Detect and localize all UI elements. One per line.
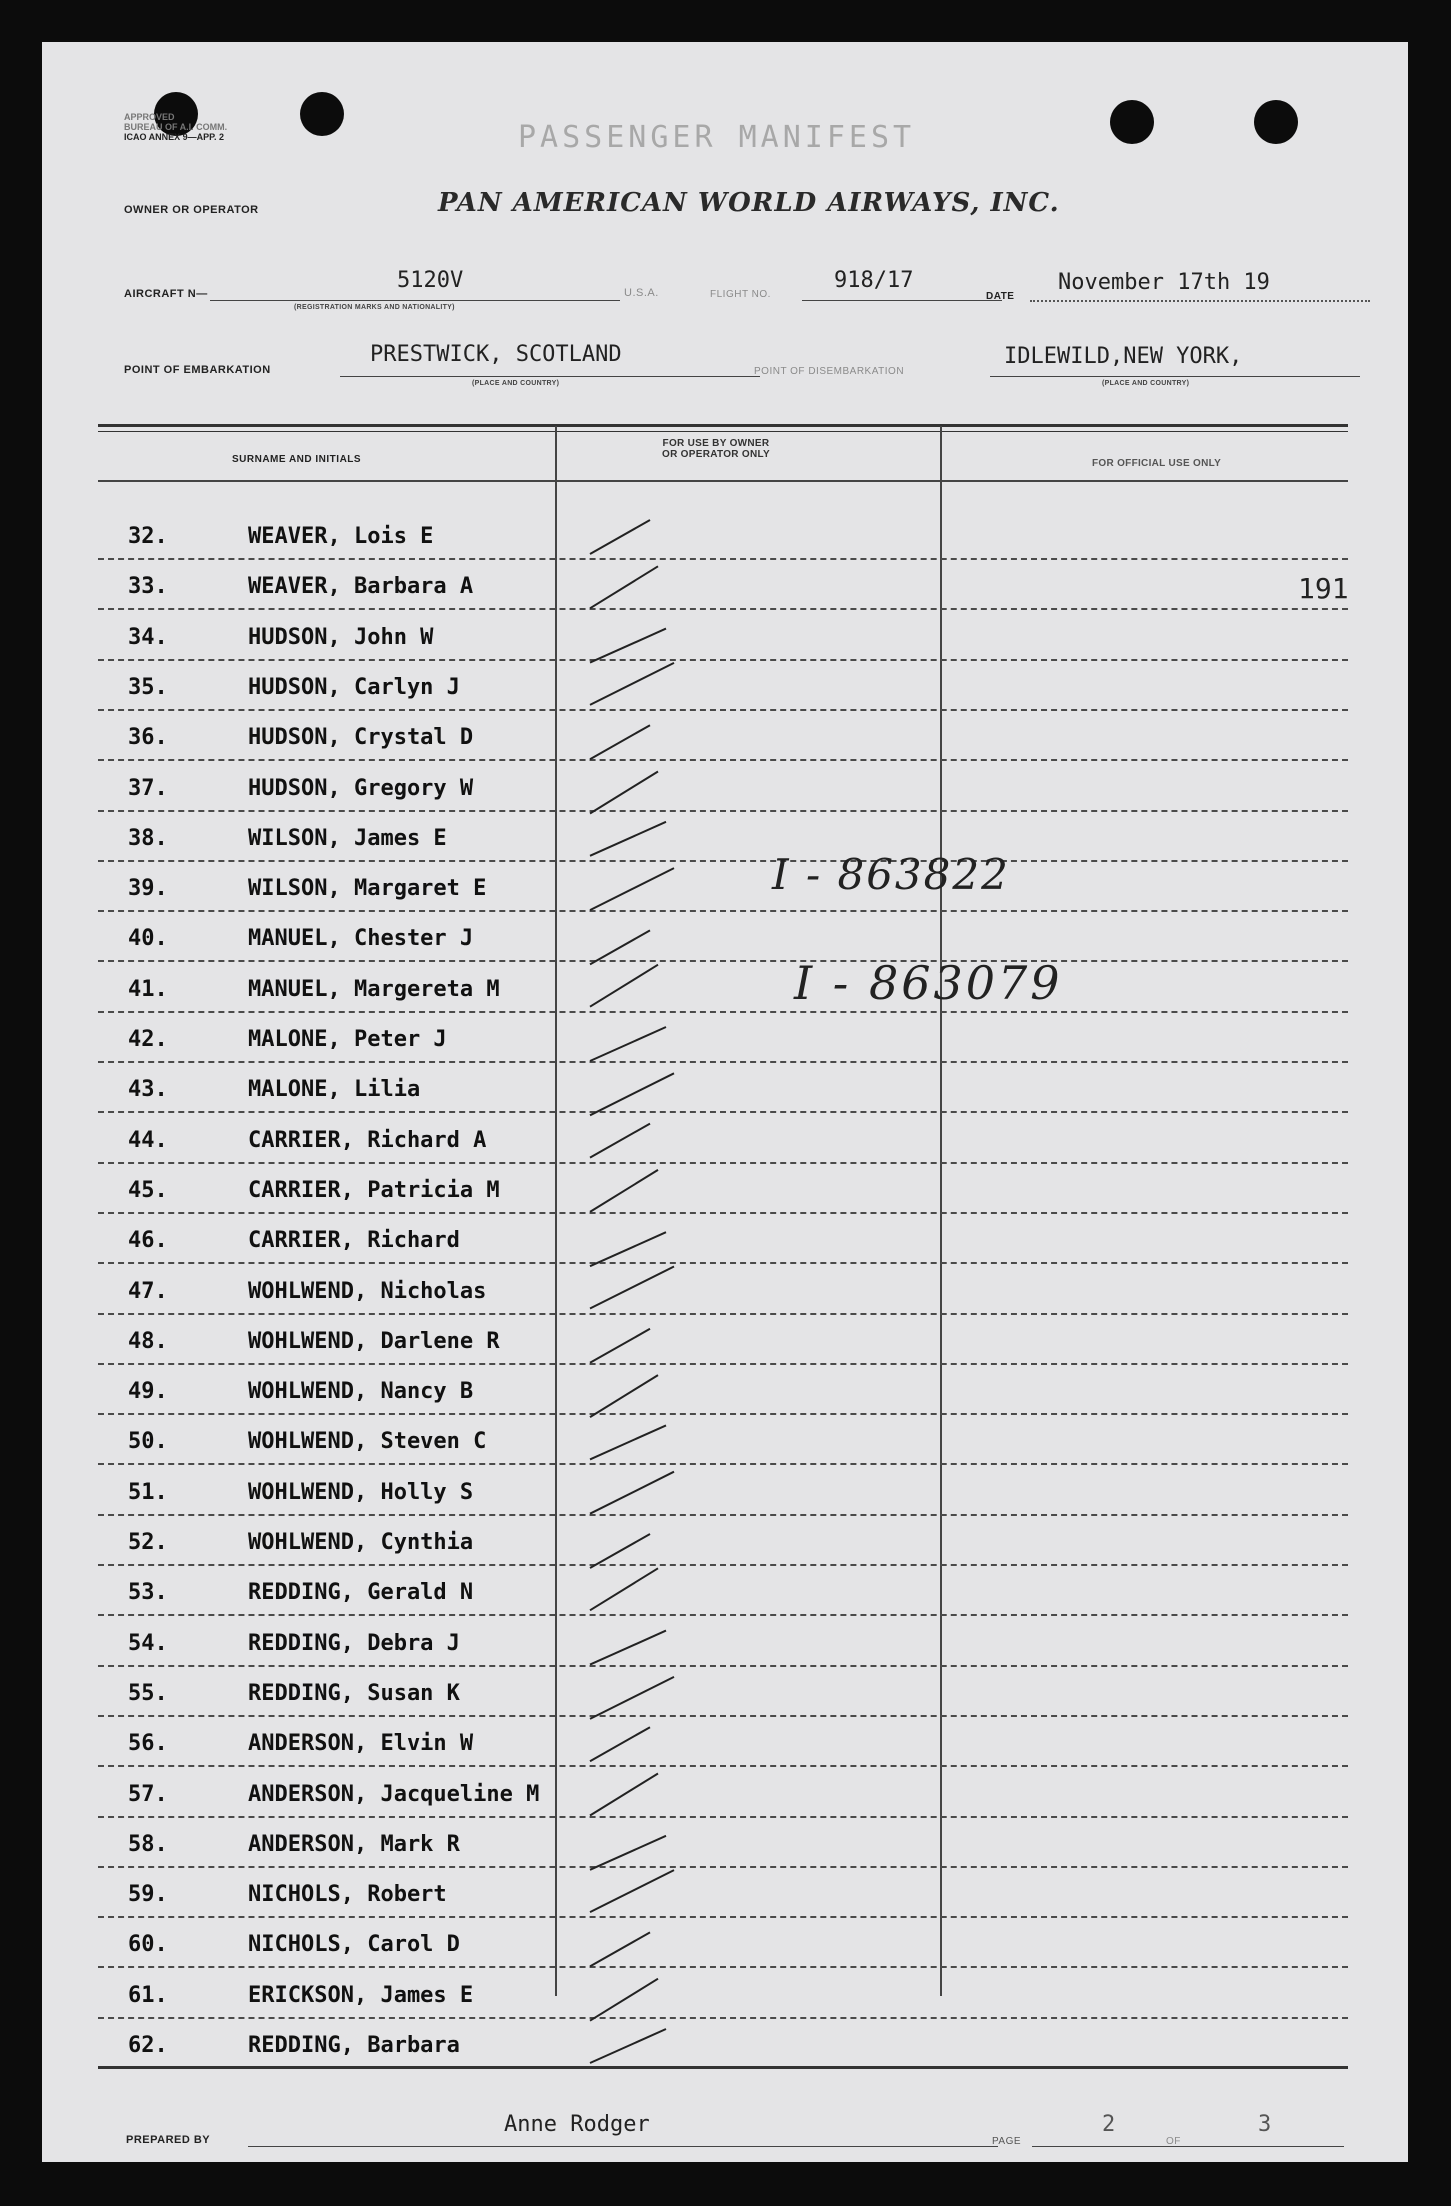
passenger-name: WOHLWEND, Nancy B xyxy=(248,1379,474,1405)
passenger-name: HUDSON, Gregory W xyxy=(248,775,474,801)
passenger-name: WEAVER, Lois E xyxy=(248,524,434,549)
check-mark xyxy=(590,1568,658,1610)
check-mark xyxy=(590,772,658,814)
passenger-number: 50. xyxy=(128,1429,168,1455)
passenger-name: NICHOLS, Carol D xyxy=(248,1932,460,1958)
passenger-name: MANUEL, Chester J xyxy=(248,926,474,952)
embarkation-sub: (PLACE AND COUNTRY) xyxy=(472,380,560,387)
passenger-number: 41. xyxy=(128,976,168,1002)
check-mark xyxy=(590,1375,658,1417)
check-mark xyxy=(590,1727,650,1761)
check-mark xyxy=(590,2029,666,2063)
check-mark xyxy=(590,1472,674,1514)
passenger-name: HUDSON, John W xyxy=(248,624,434,650)
passenger-number: 43. xyxy=(128,1077,168,1103)
passenger-number: 59. xyxy=(128,1882,168,1908)
passenger-number: 61. xyxy=(128,1982,168,2008)
check-mark xyxy=(590,965,658,1007)
passenger-name: MANUEL, Margereta M xyxy=(248,976,500,1002)
passenger-name: ANDERSON, Elvin W xyxy=(248,1731,474,1757)
check-mark xyxy=(590,725,650,759)
date-label: DATE xyxy=(986,291,1015,302)
passenger-number: 49. xyxy=(128,1379,168,1405)
passenger-name: HUDSON, Carlyn J xyxy=(248,674,460,700)
passenger-number: 39. xyxy=(128,876,168,902)
check-mark xyxy=(590,1073,674,1115)
check-marks xyxy=(42,42,1408,2162)
passenger-number: 58. xyxy=(128,1831,168,1857)
official-use-header: FOR OFFICIAL USE ONLY xyxy=(1092,458,1222,469)
passenger-number: 36. xyxy=(128,725,168,751)
disembarkation-sub: (PLACE AND COUNTRY) xyxy=(1102,380,1190,387)
handwritten-note-2: I - 863079 xyxy=(794,956,1063,1010)
passenger-number: 42. xyxy=(128,1027,168,1052)
aircraft-sub: (REGISTRATION MARKS AND NATIONALITY) xyxy=(294,304,455,311)
passenger-name: WILSON, James E xyxy=(248,825,447,851)
passenger-number: 37. xyxy=(128,775,168,801)
flight-label: FLIGHT NO. xyxy=(710,289,771,300)
passenger-number: 55. xyxy=(128,1680,168,1706)
disembarkation-label: POINT OF DISEMBARKATION xyxy=(754,366,905,377)
passenger-number: 44. xyxy=(128,1127,168,1153)
passenger-number: 56. xyxy=(128,1731,168,1757)
owner-use-header-line-2: OR OPERATOR ONLY xyxy=(662,449,770,460)
owner-use-header-line-1: FOR USE BY OWNER xyxy=(662,438,770,449)
passenger-number: 46. xyxy=(128,1228,168,1254)
check-mark xyxy=(590,1534,650,1568)
passenger-number: 35. xyxy=(128,674,168,700)
page-value: 2 xyxy=(1102,2112,1116,2137)
passenger-number: 60. xyxy=(128,1932,168,1958)
passenger-name: ANDERSON, Jacqueline M xyxy=(248,1781,540,1807)
owner-label: OWNER OR OPERATOR xyxy=(124,204,259,216)
passenger-number: 54. xyxy=(128,1630,168,1656)
prepared-by-value: Anne Rodger xyxy=(504,2112,650,2137)
passenger-name: MALONE, Peter J xyxy=(248,1027,447,1052)
page-label: PAGE xyxy=(992,2136,1022,2147)
table-bottom-rule xyxy=(98,2066,1348,2069)
passenger-name: CARRIER, Patricia M xyxy=(248,1177,500,1203)
passenger-name: REDDING, Susan K xyxy=(248,1680,460,1706)
passenger-number: 48. xyxy=(128,1328,168,1354)
check-mark xyxy=(590,1170,658,1212)
passenger-number: 47. xyxy=(128,1278,168,1304)
surname-column-header: SURNAME AND INITIALS xyxy=(232,454,362,465)
check-mark xyxy=(590,868,674,910)
manifest-page xyxy=(42,42,1408,2162)
check-mark xyxy=(590,520,650,554)
passenger-name: HUDSON, Crystal D xyxy=(248,725,474,751)
aircraft-value: 5120V xyxy=(397,268,464,293)
handwritten-note-1: I - 863822 xyxy=(772,850,1010,899)
check-mark xyxy=(590,1631,666,1665)
check-mark xyxy=(590,1932,650,1966)
check-mark xyxy=(590,1027,666,1061)
of-value: 3 xyxy=(1258,2112,1272,2137)
passenger-number: 40. xyxy=(128,926,168,952)
passenger-name: WOHLWEND, Nicholas xyxy=(248,1278,487,1304)
check-mark xyxy=(590,1425,666,1459)
passenger-name: ERICKSON, James E xyxy=(248,1982,474,2008)
embarkation-value: PRESTWICK, SCOTLAND xyxy=(370,342,622,367)
check-mark xyxy=(590,1774,658,1816)
passenger-number: 32. xyxy=(128,524,168,549)
passenger-name: WOHLWEND, Cynthia xyxy=(248,1530,474,1555)
passenger-name: WOHLWEND, Steven C xyxy=(248,1429,487,1455)
disembarkation-value: IDLEWILD,NEW YORK, xyxy=(1004,344,1243,369)
date-value: November 17th 19 xyxy=(1058,270,1270,295)
check-mark xyxy=(590,1677,674,1719)
check-mark xyxy=(590,629,666,663)
check-mark xyxy=(590,1232,666,1266)
passenger-name: CARRIER, Richard xyxy=(248,1228,460,1254)
check-mark xyxy=(590,1267,674,1309)
flight-value: 918/17 xyxy=(834,268,914,293)
stamp-line-2: BUREAU OF A.I. COMM. xyxy=(124,122,228,132)
aircraft-label: AIRCRAFT N— xyxy=(124,288,208,300)
passenger-name: WILSON, Margaret E xyxy=(248,876,487,902)
prepared-by-underline xyxy=(248,2146,998,2147)
passenger-name: REDDING, Debra J xyxy=(248,1630,460,1656)
check-mark xyxy=(590,663,674,705)
passenger-name: REDDING, Barbara xyxy=(248,2033,460,2058)
passenger-number: 34. xyxy=(128,624,168,650)
passenger-number: 62. xyxy=(128,2033,168,2058)
check-mark xyxy=(590,1979,658,2021)
check-mark xyxy=(590,822,666,856)
prepared-by-label: PREPARED BY xyxy=(126,2134,211,2146)
of-underline xyxy=(1194,2146,1344,2147)
passenger-number: 53. xyxy=(128,1580,168,1606)
of-label: OF xyxy=(1166,2136,1181,2147)
form-title: PASSENGER MANIFEST xyxy=(518,120,916,155)
company-name: PAN AMERICAN WORLD AIRWAYS, INC. xyxy=(438,188,1060,218)
passenger-number: 45. xyxy=(128,1177,168,1203)
passenger-number: 33. xyxy=(128,574,168,600)
page-mark: 191 xyxy=(1298,572,1349,605)
check-mark xyxy=(590,1329,650,1363)
check-mark xyxy=(590,1870,674,1912)
check-mark xyxy=(590,566,658,608)
passenger-name: NICHOLS, Robert xyxy=(248,1882,447,1908)
passenger-number: 51. xyxy=(128,1479,168,1505)
check-mark xyxy=(590,1124,650,1158)
passenger-name: WEAVER, Barbara A xyxy=(248,574,474,600)
passenger-number: 38. xyxy=(128,825,168,851)
passenger-name: MALONE, Lilia xyxy=(248,1077,421,1103)
passenger-number: 57. xyxy=(128,1781,168,1807)
check-mark xyxy=(590,1836,666,1870)
stamp-line-1: APPROVED xyxy=(124,112,175,122)
embarkation-label: POINT OF EMBARKATION xyxy=(124,364,271,376)
aircraft-country: U.S.A. xyxy=(624,287,659,299)
passenger-name: WOHLWEND, Holly S xyxy=(248,1479,474,1505)
passenger-name: REDDING, Gerald N xyxy=(248,1580,474,1606)
passenger-name: ANDERSON, Mark R xyxy=(248,1831,460,1857)
passenger-name: WOHLWEND, Darlene R xyxy=(248,1328,500,1354)
passenger-name: CARRIER, Richard A xyxy=(248,1127,487,1153)
passenger-number: 52. xyxy=(128,1530,168,1555)
check-mark xyxy=(590,930,650,964)
stamp-line-3: ICAO ANNEX 9—APP. 2 xyxy=(124,132,225,142)
